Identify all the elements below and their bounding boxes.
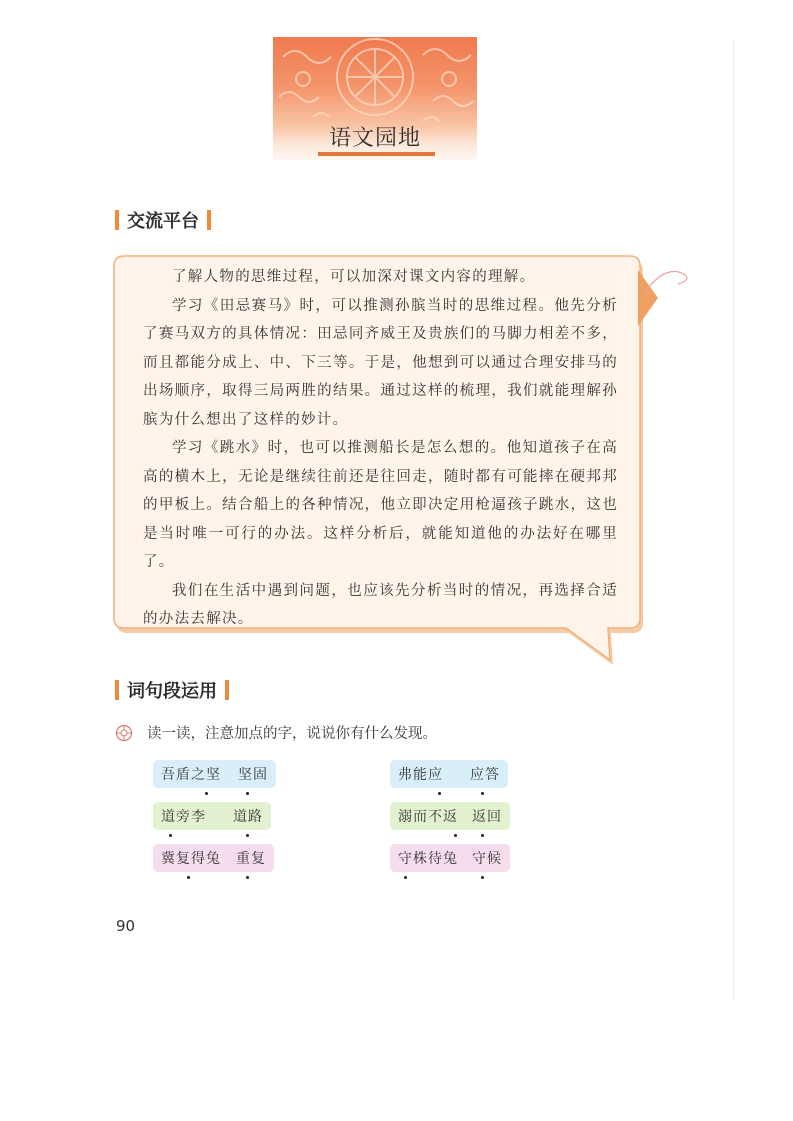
word-right: 守候 xyxy=(472,851,502,867)
section-title: 交流平台 xyxy=(127,211,199,232)
bubble-paragraph: 学习《跳水》时，也可以推测船长是怎么想的。他知道孩子在高高的横木上，无论是继续往前还是往回走，随时都有可能摔在硬邦邦的甲板上。结合船上的各种情况，他立即决定用枪逼孩子跳水，这也是当时唯一可行的办法。这样分析后，就能知道他的办法好在哪里了。 xyxy=(143,440,618,570)
emphasis-dot xyxy=(246,834,249,837)
heading-bar-right xyxy=(207,210,211,230)
word-left: 道旁李 xyxy=(161,809,206,825)
page-number: 90 xyxy=(116,917,136,935)
section-heading-exchange xyxy=(115,207,211,233)
heading-bar-left xyxy=(115,680,119,700)
page-edge xyxy=(733,40,734,1000)
word-left: 弗能应 xyxy=(398,767,443,783)
bubble-paragraph: 了解人物的思维过程，可以加深对课文内容的理解。 xyxy=(172,269,536,285)
word-pair-pill xyxy=(153,844,274,872)
heading-bar-left xyxy=(115,210,119,230)
word-pair-pill xyxy=(153,760,276,788)
emphasis-dot xyxy=(169,834,172,837)
word-right: 重复 xyxy=(236,851,266,867)
emphasis-dot xyxy=(438,792,441,795)
word-right: 应答 xyxy=(470,767,500,783)
word-right: 返回 xyxy=(472,809,502,825)
title-underline xyxy=(318,152,435,156)
word-left: 溺而不返 xyxy=(398,809,458,825)
heading-bar-right xyxy=(225,680,229,700)
emphasis-dot xyxy=(481,876,484,879)
word-pair-pill xyxy=(390,802,510,830)
emphasis-dot xyxy=(246,876,249,879)
chapter-banner xyxy=(273,37,477,160)
word-pair-pill xyxy=(390,760,508,788)
emphasis-dot xyxy=(454,834,457,837)
emphasis-dot xyxy=(481,792,484,795)
bubble-content xyxy=(143,263,618,634)
exercise-instruction xyxy=(115,722,437,743)
chapter-title: 语文园地 xyxy=(328,126,421,151)
section-heading-words xyxy=(115,677,229,703)
emphasis-dot xyxy=(404,876,407,879)
section-title: 词句段运用 xyxy=(127,681,217,702)
word-right: 坚固 xyxy=(238,767,268,783)
word-left: 吾盾之坚 xyxy=(161,767,221,783)
word-right: 道路 xyxy=(233,809,263,825)
bubble-paragraph: 我们在生活中遇到问题，也应该先分析当时的情况，再选择合适的办法去解决。 xyxy=(143,582,618,627)
emphasis-dot xyxy=(187,876,190,879)
emphasis-dot xyxy=(246,792,249,795)
word-pair-pill xyxy=(390,844,510,872)
flower-icon xyxy=(115,724,133,742)
emphasis-dot xyxy=(205,792,208,795)
emphasis-dot xyxy=(481,834,484,837)
bubble-paragraph: 学习《田忌赛马》时，可以推测孙膑当时的思维过程。他先分析了赛马双方的具体情况：田忌同齐威王及贵族们的马脚力相差不多，而且都能分成上、中、下三等。于是，他想到可以通过合理安排马的出场顺序，取得三局两胜的结果。通过这样的梳理，我们就能理解孙膑为什么想出了这样的妙计。 xyxy=(143,297,618,428)
word-pair-pill xyxy=(153,802,271,830)
word-left: 守株待兔 xyxy=(398,851,458,867)
word-left: 冀复得兔 xyxy=(161,851,221,867)
instruction-text: 读一读，注意加点的字，说说你有什么发现。 xyxy=(147,726,437,742)
